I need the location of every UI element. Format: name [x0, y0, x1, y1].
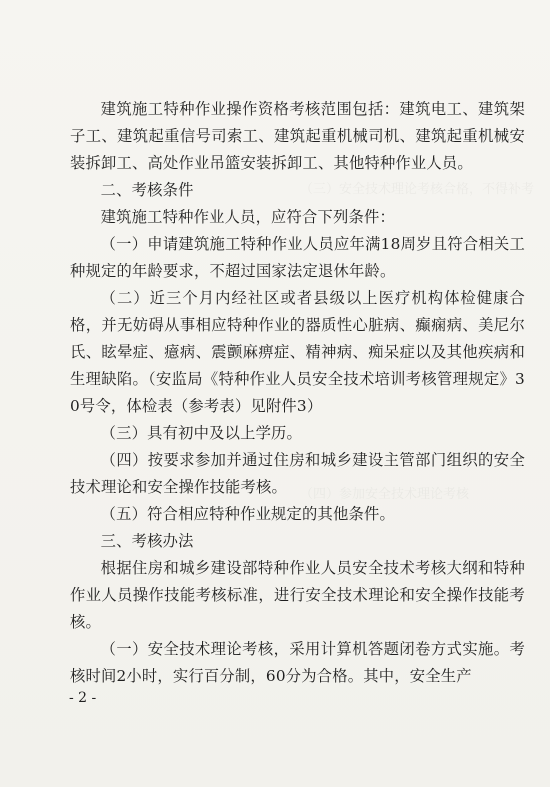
paragraph-theory-assessment: （一）安全技术理论考核，采用计算机答题闭卷方式实施。考核时间2小时，实行百分制，60分为合格。其中，安全生产 [70, 640, 525, 685]
paragraph-condition-health: （二）近三个月内经社区或者县级以上医疗机构体检健康合格，并无妨碍从事相应特种作业的器质性心脏病、癫痫病、美尼尔氏、眩晕症、癔病、震颤麻痹症、精神病、痴呆症以及其他疾病和生理缺陷。（安监局《特种作业人员安全技术培训考核管理规定》30号令，体检表（参考表）见附件3） [70, 289, 525, 415]
paragraph-condition-assessment: （四）按要求参加并通过住房和城乡建设主管部门组织的安全技术理论和安全操作技能考核。 [70, 451, 525, 496]
paragraph-scope: 建筑施工特种作业操作资格考核范围包括：建筑电工、建筑架子工、建筑起重信号司索工、建筑起重机械司机、建筑起重机械安装拆卸工、高处作业吊篮安装拆卸工、其他特种作业人员。 [70, 100, 525, 172]
section-heading-assessment-method: 三、考核办法 [100, 532, 194, 550]
document-body [70, 96, 525, 690]
section-heading-assessment-conditions: 二、考核条件 [100, 181, 194, 199]
paragraph-condition-other: （五）符合相应特种作业规定的其他条件。 [100, 505, 396, 523]
paragraph-method-basis: 根据住房和城乡建设部特种作业人员安全技术考核大纲和特种作业人员操作技能考核标准，进行安全技术理论和安全操作技能考核。 [70, 559, 525, 631]
page-number: - 2 - [69, 690, 97, 706]
paragraph-conditions-intro: 建筑施工特种作业人员，应符合下列条件： [100, 208, 396, 226]
paragraph-condition-education: （三）具有初中及以上学历。 [100, 424, 303, 442]
paragraph-condition-age: （一）申请建筑施工特种作业人员应年满18周岁且符合相关工种规定的年龄要求，不超过国家法定退休年龄。 [70, 235, 525, 280]
show-through-text: （四）参加安全技术理论考核 [300, 487, 470, 502]
show-through-text: （三）安全技术理论考核合格，不得补考 [300, 182, 535, 197]
